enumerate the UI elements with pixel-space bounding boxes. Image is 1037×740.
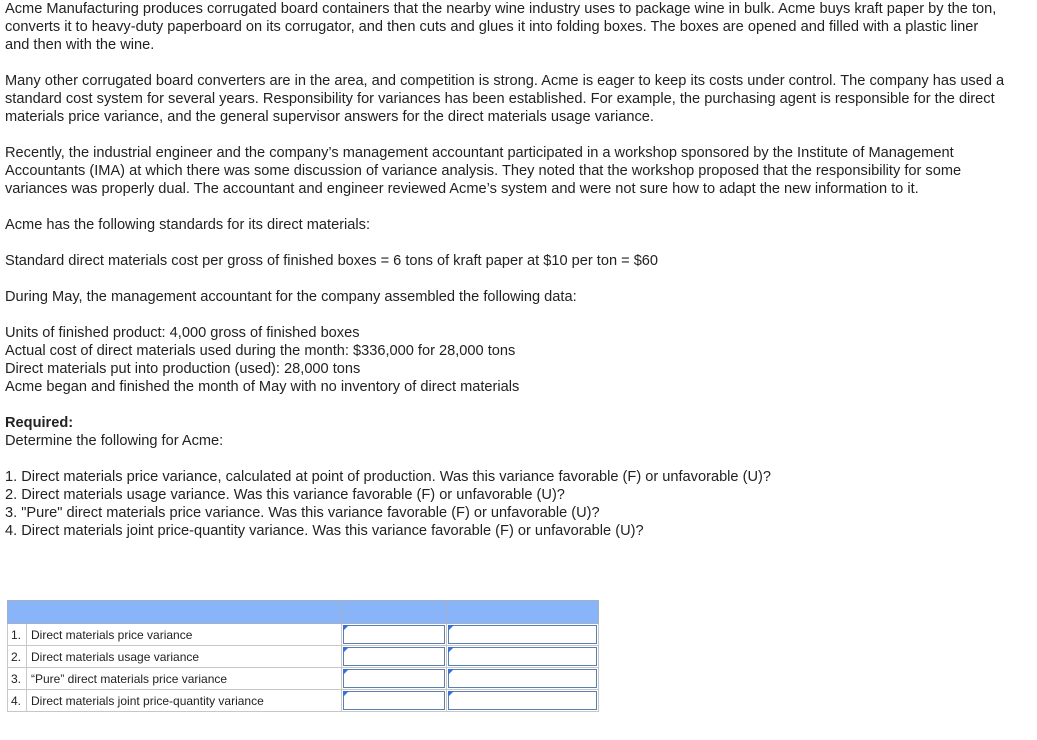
row-number: 4. [8, 690, 27, 712]
fu-select-cell[interactable] [447, 690, 599, 712]
amount-input-cell[interactable] [342, 624, 447, 646]
question-item: 4. Direct materials joint price-quantity variance. Was this variance favorable (F) or unfavorable (U)? [5, 523, 644, 539]
amount-input[interactable] [343, 691, 445, 710]
data-line: Actual cost of direct materials used during the month: $336,000 for 28,000 tons [5, 343, 516, 359]
may-data-list [5, 324, 1037, 396]
data-line: Direct materials put into production (used): 28,000 tons [5, 361, 361, 377]
amount-input[interactable] [343, 625, 445, 644]
table-row [8, 668, 599, 690]
data-line: Acme began and finished the month of May with no inventory of direct materials [5, 379, 520, 395]
required-heading: Required: [5, 415, 74, 431]
fu-select-cell[interactable] [447, 624, 599, 646]
fu-select[interactable] [448, 647, 597, 666]
dropdown-marker-icon [343, 625, 349, 631]
dropdown-marker-icon [448, 669, 454, 675]
dropdown-marker-icon [343, 647, 349, 653]
amount-input-cell[interactable] [342, 668, 447, 690]
header-cell-fu [447, 601, 599, 624]
required-intro: Determine the following for Acme: [5, 433, 224, 449]
question-item: 3. "Pure" direct materials price variance. Was this variance favorable (F) or unfavorable (U)? [5, 505, 600, 521]
workshop-paragraph: Recently, the industrial engineer and the company’s management accountant participated in a workshop sponsored by the Institute of Management Accountants (IMA) at which there was some discussion of variance analysis. They noted that the workshop proposed that the responsibility for some variances was properly dual. The accountant and engineer reviewed Acme’s system and were not sure how to adapt the new information to it. [5, 145, 962, 197]
table-header-row [8, 601, 599, 624]
standard-cost-line: Standard direct materials cost per gross of finished boxes = 6 tons of kraft paper at $10 per ton = $60 [5, 253, 659, 269]
row-number: 2. [8, 646, 27, 668]
fu-select-cell[interactable] [447, 668, 599, 690]
row-label: “Pure” direct materials price variance [27, 668, 342, 690]
header-cell-amount [342, 601, 447, 624]
data-line: Units of finished product: 4,000 gross of finished boxes [5, 325, 360, 341]
intro-paragraph: Acme Manufacturing produces corrugated board containers that the nearby wine industry uses to package wine in bulk. Acme buys kraft paper by the ton, converts it to heavy-duty paperboard on its corrugator, and then cuts and glues it into folding boxes. The boxes are opened and filled with a plastic liner and then with the wine. [5, 1, 997, 53]
table-row [8, 624, 599, 646]
dropdown-marker-icon [448, 647, 454, 653]
competition-paragraph: Many other corrugated board converters are in the area, and competition is strong. Acme is eager to keep its costs under control. The company has used a standard cost system for several years. Responsibility for variances has been established. For example, the purchasing agent is responsible for the direct materials price variance, and the general supervisor answers for the direct materials usage variance. [5, 73, 1005, 125]
dropdown-marker-icon [343, 691, 349, 697]
question-list [5, 468, 1037, 540]
fu-select[interactable] [448, 691, 597, 710]
question-item: 2. Direct materials usage variance. Was this variance favorable (F) or unfavorable (U)? [5, 487, 565, 503]
fu-select-cell[interactable] [447, 646, 599, 668]
amount-input-cell[interactable] [342, 646, 447, 668]
row-number: 1. [8, 624, 27, 646]
table-row [8, 646, 599, 668]
row-label: Direct materials price variance [27, 624, 342, 646]
dropdown-marker-icon [343, 669, 349, 675]
amount-input-cell[interactable] [342, 690, 447, 712]
standards-intro: Acme has the following standards for its direct materials: [5, 217, 371, 233]
amount-input[interactable] [343, 669, 445, 688]
may-data-intro: During May, the management accountant for the company assembled the following data: [5, 289, 577, 305]
amount-input[interactable] [343, 647, 445, 666]
row-label: Direct materials usage variance [27, 646, 342, 668]
row-label: Direct materials joint price-quantity variance [27, 690, 342, 712]
dropdown-marker-icon [448, 691, 454, 697]
dropdown-marker-icon [448, 625, 454, 631]
fu-select[interactable] [448, 669, 597, 688]
row-number: 3. [8, 668, 27, 690]
question-item: 1. Direct materials price variance, calculated at point of production. Was this variance favorable (F) or unfavorable (U)? [5, 469, 771, 485]
header-cell-label [8, 601, 342, 624]
fu-select[interactable] [448, 625, 597, 644]
answer-table [7, 600, 599, 712]
table-row [8, 690, 599, 712]
